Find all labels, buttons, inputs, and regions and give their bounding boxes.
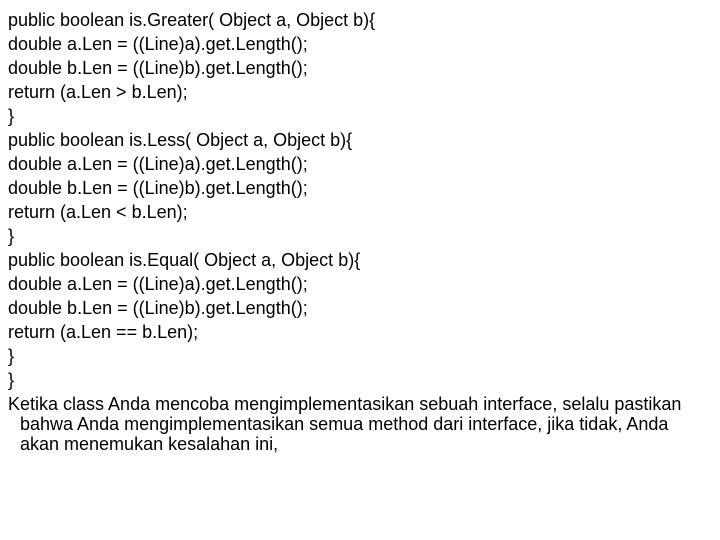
code-line: } [8,226,15,246]
code-line: double a.Len = ((Line)a).get.Length(); [8,34,308,54]
code-line: public boolean is.Greater( Object a, Object b){ [8,10,376,30]
code-line: return (a.Len == b.Len); [8,322,199,342]
code-line: double a.Len = ((Line)a).get.Length(); [8,274,308,294]
code-line: double a.Len = ((Line)a).get.Length(); [8,154,308,174]
code-line: } [8,370,15,390]
code-line: public boolean is.Less( Object a, Object b){ [8,130,353,150]
code-line: return (a.Len < b.Len); [8,202,188,222]
code-line: public boolean is.Equal( Object a, Object b){ [8,250,361,270]
code-line: double b.Len = ((Line)b).get.Length(); [8,298,308,318]
code-line: double b.Len = ((Line)b).get.Length(); [8,58,308,78]
code-line: return (a.Len > b.Len); [8,82,188,102]
slide-content [8,8,708,454]
code-line: } [8,346,15,366]
code-line: } [8,106,15,126]
code-line: double b.Len = ((Line)b).get.Length(); [8,178,308,198]
code-block [8,8,708,392]
explanation-paragraph: Ketika class Anda mencoba mengimplementasikan sebuah interface, selalu pastikan bahwa Anda mengimplementasikan semua method dari interface, jika tidak, Anda akan menemukan kesalahan ini, [8,394,682,454]
